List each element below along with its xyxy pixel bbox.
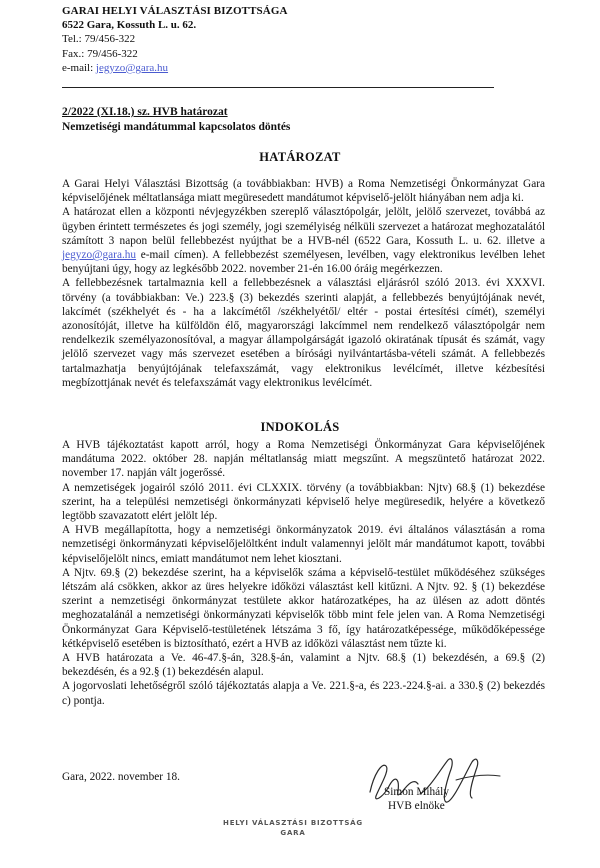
decision-paragraph: A Garai Helyi Választási Bizottság (a továbbiakban: HVB) a Roma Nemzetiségi Önkormányzat Gara képviselőjének méltatlansága miatt megüresedett mandátumot képviselő-jelölt hiányában nem adja ki. — [62, 178, 545, 205]
reasoning-heading: INDOKOLÁS — [260, 420, 340, 434]
resolution-number: 2/2022 (XI.18.) sz. HVB határozat — [62, 106, 228, 118]
reasoning-paragraph: A nemzetiségek jogairól szóló 2011. évi CLXXIX. törvény (a továbbiakban: Njtv) 68.§ (1) bekezdése szerint, ha a települési nemzetiségi önkormányzati képviselő helye megüresedik, helyére a következő legtöbb szavazatott elért jelölt lép. — [62, 481, 545, 523]
signer-name: Simon Mihály — [384, 786, 449, 798]
email-line — [62, 61, 288, 75]
decision-body — [62, 177, 545, 390]
reasoning-paragraph: A HVB tájékoztatást kapott arról, hogy a Roma Nemzetiségi Önkormányzat Gara képviselőjének mandátuma 2022. október 28. napján méltatlanság miatt megszűnt. A megszüntető határozat 2022. november 17. napján vált jogerőssé. — [62, 439, 545, 480]
email-label: e-mail: — [62, 61, 94, 74]
signature-block — [384, 785, 449, 813]
decision-paragraph: A határozat ellen a központi névjegyzékben szereplő választópolgár, jelölt, jelölő szervezet, továbbá az ügyben érintett természetes és jogi személy, jogi személyiség nélküli szervezet a határozat meghozatalától számított 3 napon belül fellebbezést nyújthat be a HVB-nél (6522 Gara, Kossuth L. u. 62. illetve a jegyzo@gara.hu e-mail címen). A fellebbezést személyesen, levélben, vagy elektronikus levélben lehet benyújtani úgy, hogy az legkésőbb 2022. november 21-én 16.00 óráig megérkezzen. — [62, 206, 545, 276]
header-divider — [62, 87, 494, 88]
signer-title: HVB elnöke — [388, 800, 445, 812]
official-stamp — [188, 818, 398, 838]
decision-paragraph: A fellebbezésnek tartalmaznia kell a fellebbezésnek a választási eljárásról szóló 2013. évi XXXVI. törvény (a továbbiakban: Ve.) 223.§ (3) bekezdés szerinti alapját, a fellebbezés benyújtójának nevét, lakcímét (székhelyét és - ha a lakcímétől /székhelyétől/ eltér - postai értesítési címét), személyi azonosítóját, illetve ha külföldön élő, magyarországi lakcímmel nem rendelkező választópolgár nem rendelkezik személyazonosítóval, a magyar állampolgárságát igazoló okiratának típusát és számát, vagy jelölő szervezet vagy más szervezet esetében a bírósági nyilvántartásba-vételi számát. A fellebbezés tartalmazhatja benyújtójának telefaxszámát, vagy elektronikus levélcímét, illetve kézbesítési megbízottjának nevét és telefaxszámát vagy elektronikus levélcímét. — [62, 277, 545, 389]
reasoning-paragraph: A HVB megállapította, hogy a nemzetiségi önkormányzatok 2019. évi általános választásán a roma nemzetiségi önkormányzati képviselőjelöltként indult valamennyi jelölt már mandátumot kapott, további képviselőjelölt nincs, emiatt mandátumot nem lehet kiosztani. — [62, 524, 545, 565]
document-date: Gara, 2022. november 18. — [62, 771, 180, 783]
resolution-subject: Nemzetiségi mandátummal kapcsolatos döntés — [62, 121, 291, 133]
phone-label: Tel.: — [62, 33, 82, 46]
organization-name: GARAI HELYI VÁLASZTÁSI BIZOTTSÁGA — [62, 5, 288, 17]
reasoning-body — [62, 438, 545, 708]
fax-label: Fax.: — [62, 47, 85, 60]
letterhead — [62, 4, 288, 75]
stamp-line: HELYI VÁLASZTÁSI BIZOTTSÁG — [223, 819, 363, 827]
reasoning-paragraph: A Njtv. 69.§ (2) bekezdése szerint, ha a képviselők száma a képviselő-testület működéséhez szükséges létszám alá csökken, akkor az üres helyekre időközi választást kell kitűzni. A Njtv. 92. § (1) bekezdése szerint a nemzetiségi önkormányzat testülete akkor határozatképes, ha az ülésen az adott döntés meghozatalánál a nemzetiségi önkormányzati képviselők több mint fele jelen van. A Roma Nemzetiségi Önkormányzat Gara Képviselő-testületének létszáma 3 fő, így határozatképessége, működőképessége kétképviselő esetében is biztosítható, ezért a HVB az időközi választást nem tűzte ki. — [62, 566, 545, 650]
email-link[interactable]: jegyzo@gara.hu — [62, 249, 137, 262]
email-link[interactable]: jegyzo@gara.hu — [95, 61, 169, 74]
reasoning-paragraph: A jogorvoslati lehetőségről szóló tájékoztatás alapja a Ve. 221.§-a, és 223.-224.§-ai. a 330.§ (2) bekezdés c) pontja. — [62, 680, 545, 707]
phone-number: 79/456-322 — [84, 33, 136, 46]
stamp-line: GARA — [280, 829, 306, 837]
reasoning-paragraph: A HVB határozata a Ve. 46-47.§-án, 328.§-án, valamint a Njtv. 68.§ (1) bekezdésén, a 69.§ (2) bekezdésén, és a 92.§ (1) bekezdésén alapul. — [62, 652, 545, 679]
decision-heading: HATÁROZAT — [259, 150, 341, 164]
organization-address: 6522 Gara, Kossuth L. u. 62. — [62, 19, 197, 32]
phone-line — [62, 32, 288, 46]
fax-number: 79/456-322 — [87, 47, 138, 60]
fax-line — [62, 47, 288, 61]
